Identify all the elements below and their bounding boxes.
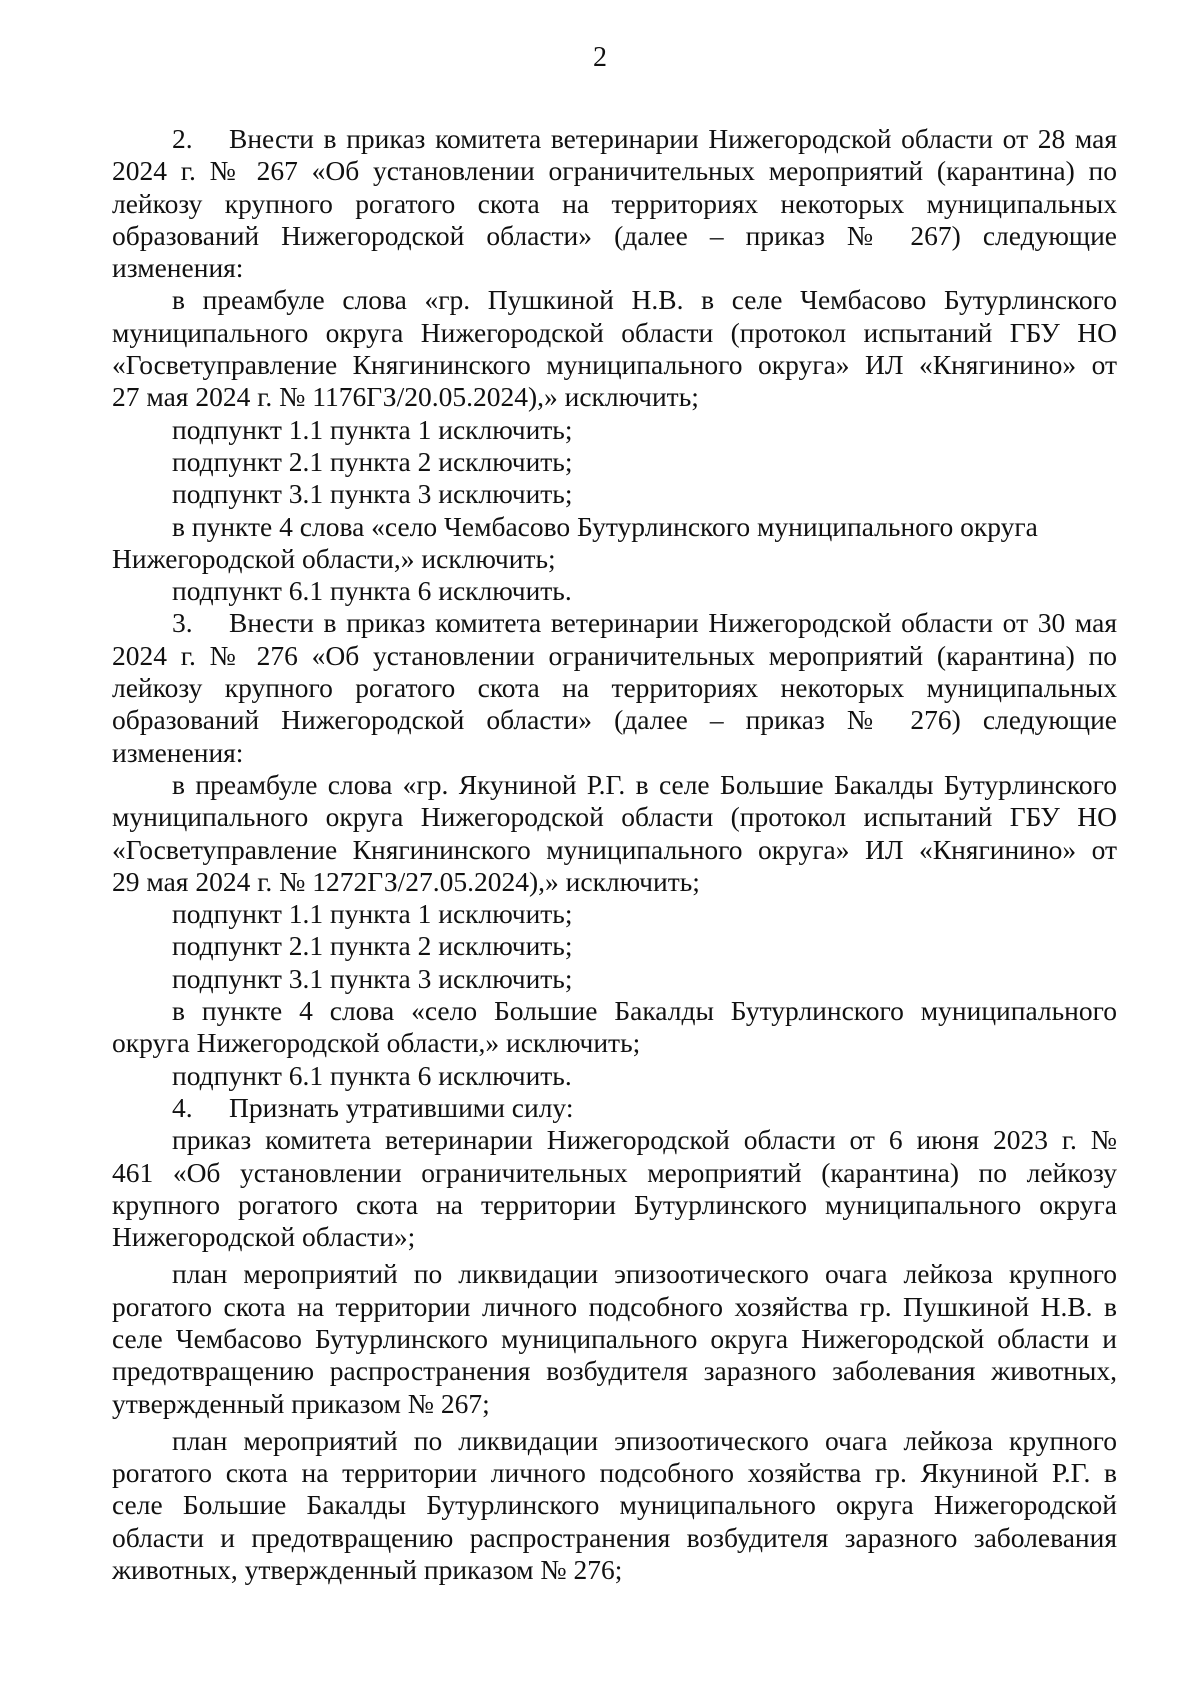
text-line	[112, 834, 1117, 866]
line-text: муниципального округа Нижегородской области (протокол испытаний ГБУ НО	[112, 316, 1117, 348]
line-text: «Госветуправление Княгининского муниципального округа» ИЛ «Княгинино» от	[112, 833, 1117, 865]
item-number: 3.	[172, 607, 193, 639]
text-line	[112, 543, 1117, 575]
text-line	[112, 930, 1117, 962]
text-line	[112, 1323, 1117, 1355]
line-text: Нижегородской области,» исключить;	[112, 542, 556, 574]
text-line	[112, 1027, 1117, 1059]
line-text: в пункте 4 слова «село Большие Бакалды Бутурлинского муниципального	[172, 995, 1117, 1027]
text-line	[112, 704, 1117, 736]
line-text: подпункт 6.1 пункта 6 исключить.	[172, 1059, 572, 1091]
line-text: рогатого скота на территории личного подсобного хозяйства гр. Якуниной Р.Г. в	[112, 1457, 1117, 1489]
line-text: округа Нижегородской области,» исключить;	[112, 1027, 641, 1059]
line-text: изменения:	[112, 252, 244, 284]
text-line	[112, 769, 1117, 801]
line-text: 2024 г. № 276 «Об установлении ограничительных мероприятий (карантина) по	[112, 639, 1117, 671]
line-text: утвержденный приказом № 267;	[112, 1387, 490, 1419]
text-line	[112, 1092, 1117, 1124]
text-line	[112, 220, 1117, 252]
text-line	[112, 1157, 1117, 1189]
text-line	[112, 349, 1117, 381]
line-text: образований Нижегородской области» (далее – приказ № 276) следующие	[112, 704, 1117, 736]
line-text: в преамбуле слова «гр. Пушкиной Н.В. в селе Чембасово Бутурлинского	[172, 284, 1117, 316]
text-line	[112, 1554, 1117, 1586]
line-text: Внести в приказ комитета ветеринарии Нижегородской области от 30 мая	[229, 607, 1117, 639]
line-text: селе Чембасово Бутурлинского муниципального округа Нижегородской области и	[112, 1322, 1117, 1354]
line-text: подпункт 1.1 пункта 1 исключить;	[172, 898, 573, 930]
line-text: изменения:	[112, 736, 244, 768]
text-line	[112, 1221, 1117, 1253]
text-line	[112, 995, 1117, 1027]
line-text: подпункт 1.1 пункта 1 исключить;	[172, 413, 573, 445]
text-line	[112, 866, 1117, 898]
text-line	[112, 317, 1117, 349]
line-text: Нижегородской области»;	[112, 1221, 416, 1253]
line-text: крупного рогатого скота на территории Бутурлинского муниципального округа	[112, 1188, 1117, 1220]
text-line	[112, 737, 1117, 769]
line-text: подпункт 6.1 пункта 6 исключить.	[172, 575, 572, 607]
line-text: «Госветуправление Княгининского муниципального округа» ИЛ «Княгинино» от	[112, 349, 1117, 381]
text-line	[112, 575, 1117, 607]
line-text: предотвращению распространения возбудителя заразного заболевания животных,	[112, 1355, 1117, 1387]
line-text: план мероприятий по ликвидации эпизоотического очага лейкоза крупного	[172, 1424, 1117, 1456]
line-text: селе Большие Бакалды Бутурлинского муниципального округа Нижегородской	[112, 1489, 1117, 1521]
line-text: приказ комитета ветеринарии Нижегородской области от 6 июня 2023 г. №	[172, 1124, 1117, 1156]
line-text: лейкозу крупного рогатого скота на территориях некоторых муниципальных	[112, 187, 1117, 219]
text-line	[112, 1291, 1117, 1323]
text-line	[112, 155, 1117, 187]
text-line	[112, 963, 1117, 995]
line-text: животных, утвержденный приказом № 276;	[112, 1554, 623, 1586]
line-text: области и предотвращению распространения возбудителя заразного заболевания	[112, 1521, 1117, 1553]
line-text: Внести в приказ комитета ветеринарии Нижегородской области от 28 мая	[229, 123, 1117, 154]
line-text: подпункт 2.1 пункта 2 исключить;	[172, 930, 573, 962]
line-text: подпункт 3.1 пункта 3 исключить;	[172, 478, 573, 510]
text-line	[112, 801, 1117, 833]
text-line	[112, 123, 1117, 155]
item-number: 4.	[172, 1091, 193, 1123]
text-line	[112, 1457, 1117, 1489]
text-line	[112, 414, 1117, 446]
text-line	[112, 1258, 1117, 1290]
text-line	[112, 511, 1117, 543]
text-line	[112, 284, 1117, 316]
text-line	[112, 1355, 1117, 1387]
line-text: лейкозу крупного рогатого скота на территориях некоторых муниципальных	[112, 672, 1117, 704]
text-line	[112, 607, 1117, 639]
text-line	[112, 672, 1117, 704]
text-line	[112, 478, 1117, 510]
text-line	[112, 381, 1117, 413]
text-line	[112, 188, 1117, 220]
line-text: в преамбуле слова «гр. Якуниной Р.Г. в селе Большие Бакалды Бутурлинского	[172, 768, 1117, 800]
line-text: план мероприятий по ликвидации эпизоотического очага лейкоза крупного	[172, 1258, 1117, 1290]
text-line	[112, 1388, 1117, 1420]
line-text: Признать утратившими силу:	[229, 1091, 574, 1123]
text-line	[112, 1489, 1117, 1521]
line-text: 29 мая 2024 г. № 1272ГЗ/27.05.2024),» исключить;	[112, 865, 700, 897]
line-text: подпункт 3.1 пункта 3 исключить;	[172, 962, 573, 994]
text-line	[112, 446, 1117, 478]
text-line	[112, 1189, 1117, 1221]
text-line	[112, 1060, 1117, 1092]
text-line	[112, 252, 1117, 284]
line-text: подпункт 2.1 пункта 2 исключить;	[172, 445, 573, 477]
line-text: 461 «Об установлении ограничительных мероприятий (карантина) по лейкозу	[112, 1156, 1117, 1188]
item-number: 2.	[172, 123, 193, 154]
document-body	[112, 123, 1117, 1586]
text-line	[112, 1124, 1117, 1156]
text-line	[112, 640, 1117, 672]
line-text: 27 мая 2024 г. № 1176ГЗ/20.05.2024),» исключить;	[112, 381, 699, 413]
line-text: муниципального округа Нижегородской области (протокол испытаний ГБУ НО	[112, 801, 1117, 833]
text-line	[112, 1425, 1117, 1457]
line-text: 2024 г. № 267 «Об установлении ограничительных мероприятий (карантина) по	[112, 155, 1117, 187]
text-line	[112, 898, 1117, 930]
page-number: 2	[593, 42, 607, 73]
text-line	[112, 1522, 1117, 1554]
line-text: рогатого скота на территории личного подсобного хозяйства гр. Пушкиной Н.В. в	[112, 1290, 1117, 1322]
line-text: образований Нижегородской области» (далее – приказ № 267) следующие	[112, 219, 1117, 251]
line-text: в пункте 4 слова «село Чембасово Бутурлинского муниципального округа	[172, 510, 1038, 542]
